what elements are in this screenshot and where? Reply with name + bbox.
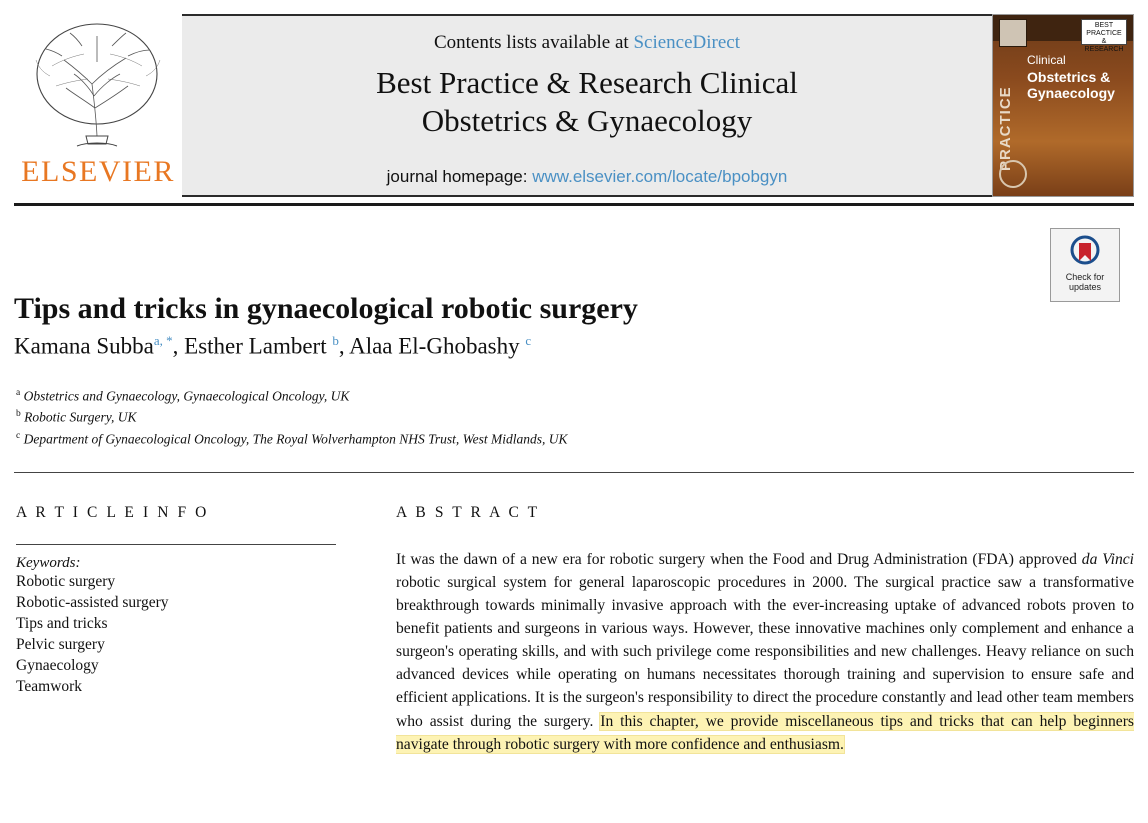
cover-badge-line3: & RESEARCH (1084, 38, 1124, 54)
author-marks: b (332, 333, 339, 348)
author-list: Kamana Subba$^{a, *}$, Esther Lambert $^b$, Alaa El-Ghobashy $^c$ (14, 333, 532, 359)
author-name: Kamana Subba (14, 333, 154, 359)
cover-badge-line1: BEST (1094, 22, 1114, 29)
cover-badge-line2: PRACTICE (1086, 30, 1122, 38)
abstract-highlighted-text: In this chapter, we provide miscellaneous tips and tricks that can help beginners navigate through robotic surgery with more confidence and enthusiasm. (396, 712, 1134, 753)
cover-title-line2: Obstetrics & (1027, 69, 1111, 85)
cover-title-line3: Gynaecology (1027, 85, 1115, 102)
article-info-heading: A R T I C L E I N F O (16, 504, 209, 521)
crossmark-check-for-updates[interactable] (1050, 228, 1120, 302)
cover-journal-title (1027, 53, 1127, 101)
elsevier-tree-icon (22, 16, 172, 156)
elsevier-wordmark: ELSEVIER (21, 155, 175, 188)
author-name: Alaa El-Ghobashy (349, 333, 520, 359)
journal-homepage-link[interactable]: www.elsevier.com/locate/bpobgyn (532, 167, 788, 186)
affiliation-text: Department of Gynaecological Oncology, The Royal Wolverhampton NHS Trust, West Midlands, UK (23, 431, 568, 447)
header-divider (14, 472, 1134, 473)
list-item: Tips and tricks (16, 614, 108, 632)
journal-title-line2: Obstetrics & Gynaecology (421, 102, 753, 138)
cover-circle-emblem (999, 160, 1027, 188)
author-marks: c (525, 333, 532, 348)
sciencedirect-link[interactable]: ScienceDirect (633, 32, 741, 53)
list-item: Robotic-assisted surgery (16, 593, 169, 611)
cover-title-line1: Clinical (1027, 53, 1066, 67)
cover-mini-image (999, 19, 1027, 47)
affiliation-mark: b (16, 409, 21, 420)
keywords-label: Keywords: (16, 555, 81, 571)
keywords-list (16, 572, 340, 698)
list-item: Pelvic surgery (16, 635, 105, 653)
list-item: Teamwork (16, 677, 83, 695)
page-title: Tips and tricks in gynaecological robotic surgery (14, 292, 638, 326)
article-info-column (16, 504, 340, 698)
elsevier-logo (14, 14, 182, 197)
journal-cover-thumbnail (992, 14, 1134, 197)
abstract-text (396, 548, 1134, 756)
affiliation-text: Obstetrics and Gynaecology, Gynaecological Oncology, UK (23, 388, 350, 404)
affiliation-mark: c (16, 430, 21, 441)
journal-masthead (14, 14, 1134, 197)
affiliation-item (16, 386, 1016, 407)
journal-title-line1: Best Practice & Research Clinical (376, 65, 798, 100)
abstract-column (396, 504, 1134, 771)
masthead-divider (14, 203, 1134, 206)
crossmark-label-line2: updates (1068, 282, 1102, 293)
abstract-italic-term: da Vinci (1081, 551, 1134, 568)
abstract-part1: It was the dawn of a new era for robotic surgery when the Food and Drug Administration (FDA) approved (396, 551, 1082, 568)
abstract-heading: A B S T R A C T (396, 504, 540, 521)
cover-vertical-text: PRACTICE (997, 86, 1014, 171)
affiliation-item (16, 407, 1016, 428)
author-name: Esther Lambert (184, 333, 327, 359)
affiliation-text: Robotic Surgery, UK (24, 409, 137, 425)
homepage-prefix: journal homepage: (386, 167, 528, 186)
crossmark-label-line1: Check for (1065, 272, 1105, 282)
journal-title (376, 64, 798, 140)
affiliation-list (16, 386, 1016, 450)
contents-prefix: Contents lists available at (433, 32, 629, 53)
list-item: Robotic surgery (16, 573, 116, 590)
cover-badge (1081, 19, 1127, 54)
keywords-divider (16, 544, 336, 545)
abstract-part2: robotic surgical system for general laparoscopic procedures in 2000. The surgical practice saw a transformative breakthrough towards minimally invasive approach with the ever-increasing uptake of advanced robots proven to benefit patients and surgeons in various ways. However, these innovative machines only complement and enhance a surgeon's operating skills, and with such privilege come responsibilities and new challenges. Heavy reliance on such advanced devices while operating on humans necessitates thorough training and supervision to ensure safe and efficient applications. It is the surgeon's responsibility to direct the procedure constantly and lead other team members who assist during the surgery. (396, 574, 1134, 730)
contents-available-line (434, 32, 740, 54)
crossmark-icon (1070, 235, 1100, 269)
affiliation-item (16, 429, 1016, 450)
list-item: Gynaecology (16, 656, 99, 674)
affiliation-mark: a (16, 388, 21, 398)
journal-band (182, 14, 992, 197)
journal-homepage-line (182, 167, 992, 187)
author-marks: a, * (153, 333, 173, 348)
